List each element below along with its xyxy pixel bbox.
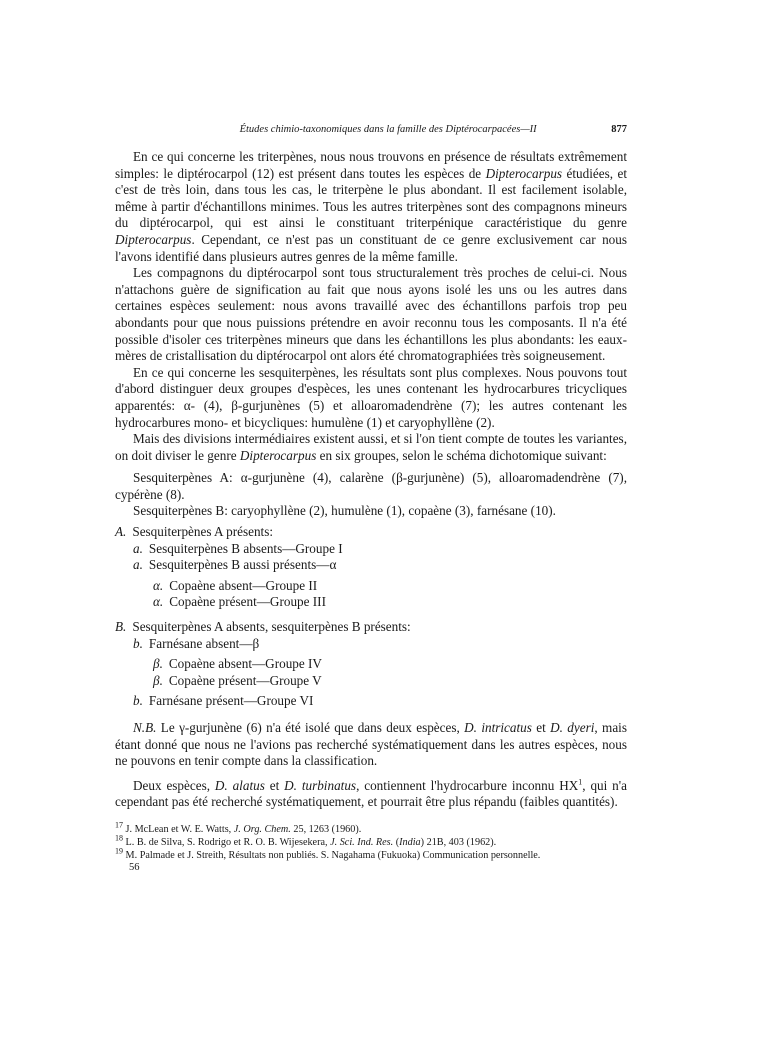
paragraph	[115, 365, 627, 431]
footnotes	[115, 820, 627, 862]
schema-mark: a.	[133, 557, 143, 573]
schema-mark: a.	[133, 540, 143, 556]
schema-mark: α.	[153, 577, 164, 593]
footnote	[115, 833, 627, 849]
text-run: J. Sci. Ind. Res.	[330, 836, 394, 848]
text-run: Le γ-gurjunène (6) n'a été isolé que dans deux espèces,	[156, 720, 465, 735]
text-run: J. Org. Chem.	[233, 823, 291, 835]
text-run: Deux espèces,	[133, 777, 215, 793]
text-run: En ce qui concerne les triterpènes, nous nous trouvons en présence de résultats extrêmement simples: le diptérocarpol (12) est présent dans toutes les espèces de	[115, 149, 627, 181]
sesquiterpene-list	[115, 470, 627, 503]
page	[115, 124, 627, 873]
schema-item	[115, 636, 627, 653]
schema-text: Sesquiterpènes B absents—Groupe I	[148, 540, 343, 556]
text-run: étudiées, et c'est de très loin, dans tous les cas, le triterpène le plus abondant. Il est facilement isolable, même à partir d'échantillons minimes. Tous les autres triterpènes sont des compagnons mineurs du diptérocarpol, qui est ainsi le constituant triterpénique caractéristique du genre	[115, 165, 627, 231]
text-run: et	[531, 720, 551, 735]
sesquiterpene-list	[115, 503, 627, 520]
list-text: α-gurjunène (4), calarène (β-gurjunène) (5), alloaromadendrène (7), cypérène (8).	[115, 470, 627, 502]
schema-text: Farnésane absent—β	[148, 635, 260, 651]
schema-text: Farnésane présent—Groupe VI	[148, 693, 314, 709]
text-run: Dipterocarpus	[485, 165, 563, 181]
page-mark: 56	[129, 861, 140, 873]
text-run: L. B. de Silva, S. Rodrigo et R. O. B. Wijesekera,	[123, 836, 331, 848]
text-run: (	[393, 836, 400, 848]
schema-text: Copaène présent—Groupe III	[169, 594, 326, 610]
text-run: Dipterocarpus	[239, 447, 317, 463]
list-label: Sesquiterpènes A:	[133, 470, 233, 486]
schema-item	[115, 693, 627, 710]
page-number: 877	[611, 124, 627, 135]
text-run: En ce qui concerne les sesquiterpènes, les résultats sont plus complexes. Nous pouvons tout d'abord distinguer deux groupes d'espèces, les unes contenant les hydrocarbures tricycliques apparentés: α- (4), β-gurjunènes (5) et alloaromadendrène (7); les autres contenant les hydrocarbures mono- et bicycliques: humulène (1) et caryophyllène (2).	[115, 364, 627, 430]
text-run: , mais étant donné que nous ne l'avions pas recherché systématiquement dans les autres espèces, nous ne pouvons en tenir compte dans la classification.	[115, 720, 627, 769]
text-run: , qui n'a cependant pas été recherché systématiquement, et pourrait être plus répandu (faibles quantités).	[115, 777, 627, 810]
text-run: ) 21B, 403 (1962).	[420, 836, 497, 848]
schema-text: Sesquiterpènes A absents, sesquiterpènes B présents:	[132, 619, 411, 635]
paragraph	[115, 149, 627, 265]
schema-item	[115, 557, 627, 574]
schema-text: Sesquiterpènes A présents:	[132, 524, 274, 540]
text-run: . Cependant, ce n'est pas un constituant de ce genre exclusivement car nous l'avons identifié dans plusieurs autres genres de la même famille.	[115, 231, 627, 264]
text-run: N.B.	[133, 720, 157, 735]
footnote	[115, 820, 627, 836]
text-run: et	[264, 777, 285, 793]
text-run: M. Palmade et J. Streith, Résultats non publiés. S. Nagahama (Fukuoka) Communication personnelle.	[123, 849, 541, 861]
paragraph	[115, 265, 627, 365]
text-run: D. alatus	[214, 777, 265, 793]
body-text	[115, 149, 627, 464]
text-run: Les compagnons du diptérocarpol sont tous structuralement très proches de celui-ci. Nous n'attachons guère de signification au fait que nous ayons isolé les uns ou les autres dans certaines espèces seulement: nous avons travaillé avec des échantillons parfois trop peu abondants pour que nous puissions prétendre en avoir reconnu tous les composants. Il n'a été possible d'isoler ces triterpènes mineurs que dans les échantillons les plus abondants: les eaux-mères de cristallisation du diptérocarpol ont alors été chromatographiées très soigneusement.	[115, 265, 627, 364]
text-run: en six groupes, selon le schéma dichotomique suivant:	[316, 447, 607, 463]
schema-mark: b.	[133, 635, 143, 651]
schema-text: Copaène absent—Groupe II	[169, 577, 318, 593]
schema-item	[115, 524, 627, 541]
footnote-number: 18	[115, 833, 123, 843]
text-run: 1	[578, 777, 583, 787]
text-run: India	[399, 836, 421, 848]
text-run: D. turbinatus	[284, 777, 357, 793]
schema-text: Copaène absent—Groupe IV	[168, 656, 322, 672]
footnote	[115, 846, 627, 862]
footnote-number: 19	[115, 846, 123, 856]
schema-item	[115, 656, 627, 673]
text-run: D. intricatus	[464, 720, 532, 735]
text-run: , contiennent l'hydrocarbure inconnu HX	[356, 777, 579, 793]
running-header	[115, 124, 627, 135]
schema-mark: B.	[115, 619, 127, 635]
schema-mark: α.	[153, 594, 164, 610]
running-title: Études chimio-taxonomiques dans la famille des Diptérocarpacées—II	[239, 124, 537, 135]
schema-mark: β.	[153, 672, 163, 688]
list-label: Sesquiterpènes B:	[133, 503, 228, 519]
schema-item	[115, 541, 627, 558]
list-text: caryophyllène (2), humulène (1), copaène (3), farnésane (10).	[227, 503, 556, 519]
text-run: 25, 1263 (1960).	[290, 823, 362, 835]
schema-item	[115, 578, 627, 595]
text-run: D. dyeri	[550, 720, 595, 735]
text-run: Dipterocarpus	[115, 231, 192, 247]
paragraph	[115, 431, 627, 464]
schema-item	[115, 673, 627, 690]
schema-mark: β.	[153, 656, 163, 672]
schema-text: Sesquiterpènes B aussi présents—α	[148, 557, 337, 573]
schema-item	[115, 594, 627, 611]
schema-text: Copaène présent—Groupe V	[168, 672, 322, 688]
footnote-number: 17	[115, 820, 123, 830]
schema-mark: A.	[115, 524, 127, 540]
note-paragraph	[115, 720, 627, 770]
dichotomous-schema	[115, 524, 627, 710]
text-run: Mais des divisions intermédiaires existent aussi, et si l'on tient compte de toutes les variantes, on doit diviser le genre	[115, 431, 627, 463]
text-run: J. McLean et W. E. Watts,	[123, 823, 234, 835]
sesquiterpene-lists	[115, 470, 627, 520]
notes	[115, 720, 627, 811]
schema-mark: b.	[133, 693, 143, 709]
schema-item	[115, 619, 627, 636]
note-paragraph	[115, 778, 627, 811]
